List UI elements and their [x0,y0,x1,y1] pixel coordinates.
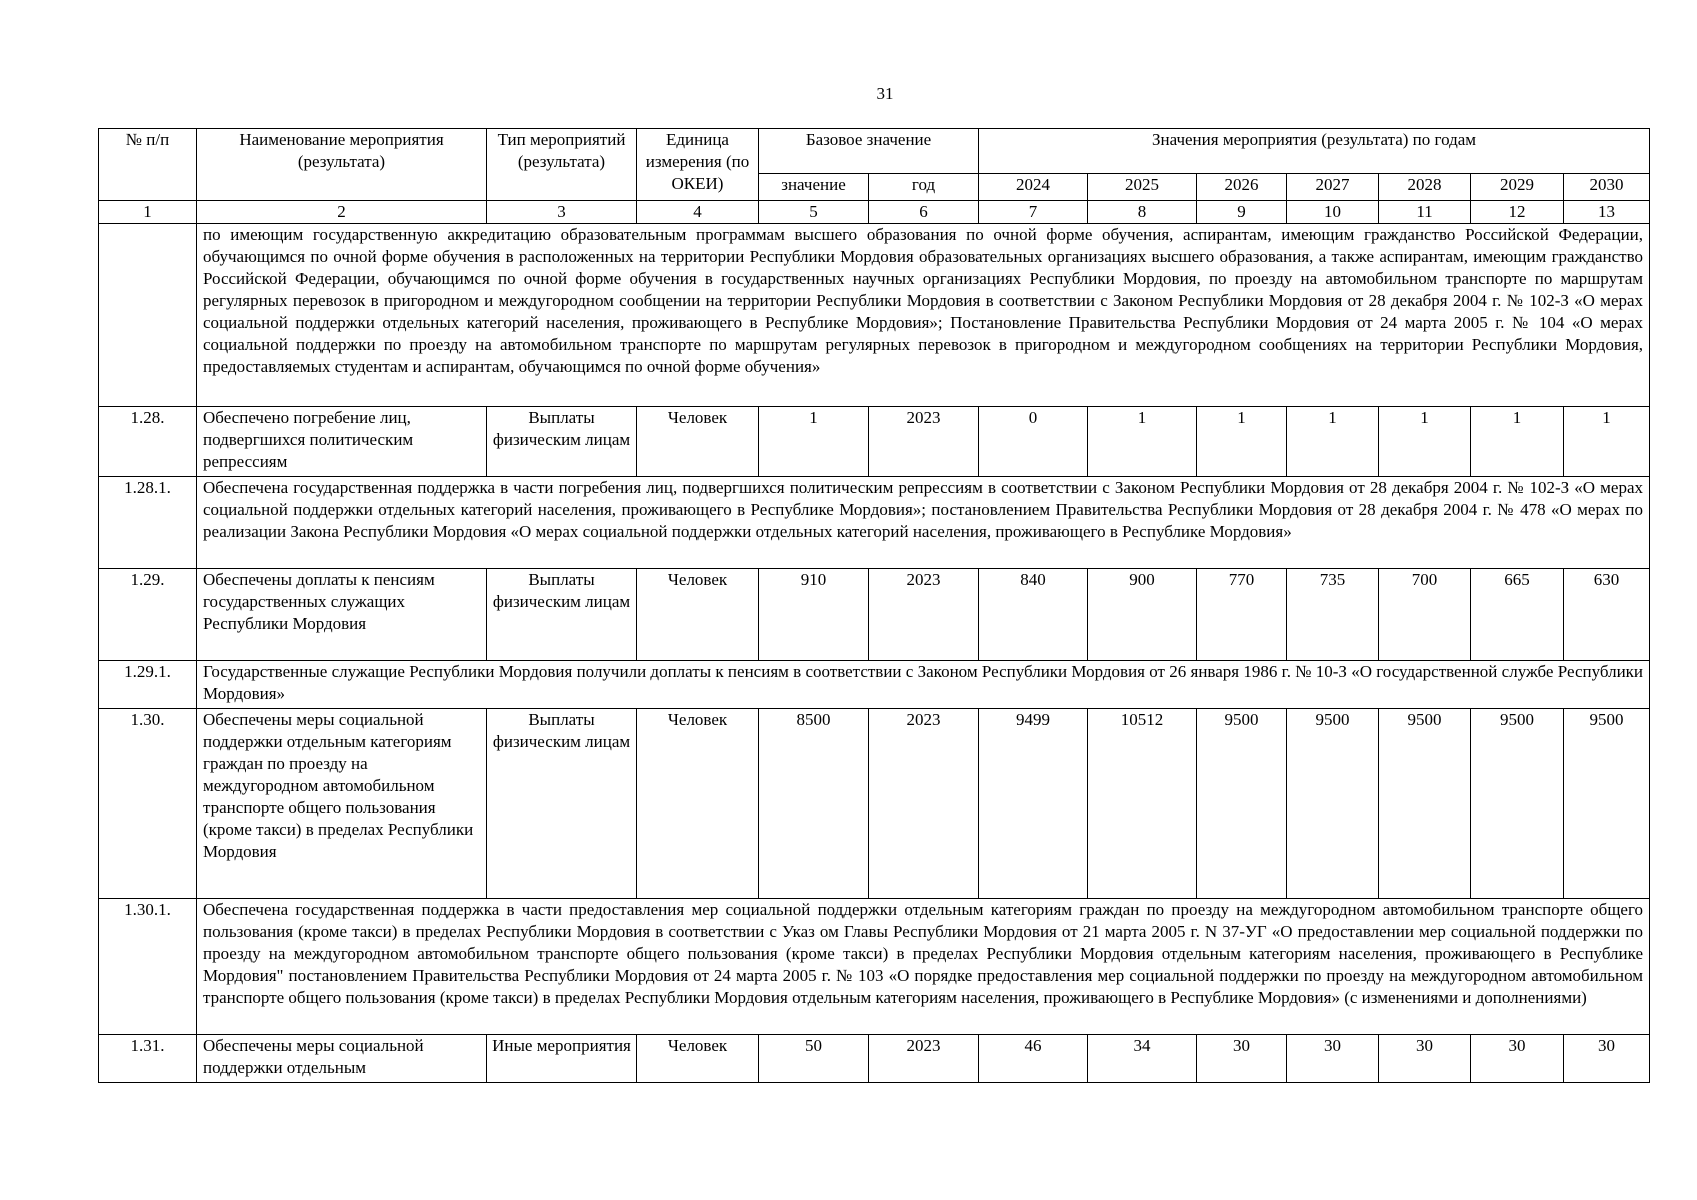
column-index: 8 [1088,201,1197,224]
value-2024: 840 [979,569,1088,661]
row-num: 1.30. [99,709,197,899]
header-year: 2024 [979,174,1088,201]
value-2027: 1 [1287,407,1379,477]
value-2026: 770 [1197,569,1287,661]
value-2024: 9499 [979,709,1088,899]
header-unit: Единица измерения (по ОКЕИ) [637,129,759,201]
value-2027: 9500 [1287,709,1379,899]
header-year: 2030 [1564,174,1650,201]
header-year: 2026 [1197,174,1287,201]
base-year: 2023 [869,1035,979,1083]
base-value: 910 [759,569,869,661]
measure-type: Выплаты физическим лицам [487,569,637,661]
header-base-year: год [869,174,979,201]
header-base-value: значение [759,174,869,201]
measure-type: Иные мероприятия [487,1035,637,1083]
table-row-1-28 [99,407,1650,477]
column-index: 3 [487,201,637,224]
value-2030: 30 [1564,1035,1650,1083]
measure-unit: Человек [637,407,759,477]
value-2029: 9500 [1471,709,1564,899]
row-num [99,224,197,407]
value-2030: 630 [1564,569,1650,661]
value-2025: 34 [1088,1035,1197,1083]
column-index: 13 [1564,201,1650,224]
measures-table [98,128,1650,1083]
value-2028: 30 [1379,1035,1471,1083]
header-base: Базовое значение [759,129,979,174]
row-num: 1.28. [99,407,197,477]
header-row [99,129,1650,174]
table-row-1-30 [99,709,1650,899]
legal-basis-text: по имеющим государственную аккредитацию образовательным программам высшего образования по очной форме обучения, аспирантам, имеющим гражданство Российской Федерации, обучающимся по очной форме обучения в расположенных на территории Республики Мордовия образовательных организациях высшего образования, а также аспирантам, имеющим гражданство Российской Федерации, обучающимся по очной форме обучения в государственных научных организациях Республики Мордовия, по проезду на автомобильном транспорте по маршрутам регулярных перевозок в пригородном и междугородном сообщении на территории Республики Мордовия в соответствии с Законом Республики Мордовия от 28 декабря 2004 г. № 102-З «О мерах социальной поддержки отдельных категорий населения, проживающего в Республике Мордовия»; Постановление Правительства Республики Мордовия от 24 марта 2005 г. № 104 «О мерах социальной поддержки по проезду на автомобильном транспорте по маршрутам регулярных перевозок в пригородном и междугородном сообщениях на территории Республики Мордовия, предоставляемых студентам и аспирантам, обучающимся по очной форме обучения» [197,224,1650,407]
header-year: 2027 [1287,174,1379,201]
value-2024: 0 [979,407,1088,477]
value-2026: 9500 [1197,709,1287,899]
header-year: 2029 [1471,174,1564,201]
value-2027: 735 [1287,569,1379,661]
column-index: 12 [1471,201,1564,224]
value-2029: 30 [1471,1035,1564,1083]
value-2025: 10512 [1088,709,1197,899]
row-num: 1.31. [99,1035,197,1083]
value-2030: 1 [1564,407,1650,477]
base-year: 2023 [869,709,979,899]
column-index: 9 [1197,201,1287,224]
header-year: 2028 [1379,174,1471,201]
header-type: Тип мероприятий (результата) [487,129,637,201]
row-num: 1.30.1. [99,899,197,1035]
header-num: № п/п [99,129,197,201]
header-year: 2025 [1088,174,1197,201]
base-year: 2023 [869,407,979,477]
base-year: 2023 [869,569,979,661]
legal-basis-text: Обеспечена государственная поддержка в части погребения лиц, подвергшихся политическим репрессиям в соответствии с Законом Республики Мордовия от 28 декабря 2004 г. № 102-З «О мерах социальной поддержки отдельных категорий населения, проживающего в Республике Мордовия»; постановлением Правительства Республики Мордовия от 28 декабря 2004 г. № 478 «О мерах по реализации Закона Республики Мордовия «О мерах социальной поддержки отдельных категорий населения, проживающего в Республике Мордовия» [197,477,1650,569]
value-2024: 46 [979,1035,1088,1083]
column-index: 7 [979,201,1088,224]
legal-basis-text: Обеспечена государственная поддержка в части предоставления мер социальной поддержки отдельным категориям граждан по проезду на междугородном автомобильном транспорте общего пользования (кроме такси) в пределах Республики Мордовия в соответствии с Указ ом Главы Республики Мордовия от 21 марта 2005 г. N 37-УГ «О предоставлении мер социальной поддержки по проезду на междугородном автомобильном транспорте общего пользования (кроме такси) в пределах Республики Мордовия отдельным категориям населения, проживающего в Республике Мордовия" постановлением Правительства Республики Мордовия от 24 марта 2005 г. № 103 «О порядке предоставления мер социальной поддержки по проезду на междугородном автомобильном транспорте общего пользования (кроме такси) в пределах Республики Мордовия отдельным категориям населения, проживающего в Республике Мордовия» (с изменениями и дополнениями) [197,899,1650,1035]
column-index: 11 [1379,201,1471,224]
table-row-1-29 [99,569,1650,661]
value-2026: 1 [1197,407,1287,477]
table-row-1-31 [99,1035,1650,1083]
base-value: 8500 [759,709,869,899]
value-2028: 700 [1379,569,1471,661]
measure-unit: Человек [637,709,759,899]
page-number: 31 [876,84,894,103]
value-2029: 1 [1471,407,1564,477]
row-num: 1.28.1. [99,477,197,569]
table-row-1-30-1 [99,899,1650,1035]
base-value: 50 [759,1035,869,1083]
value-2025: 1 [1088,407,1197,477]
measure-type: Выплаты физическим лицам [487,407,637,477]
measure-name: Обеспечены меры социальной поддержки отдельным категориям граждан по проезду на междугородном автомобильном транспорте общего пользования (кроме такси) в пределах Республики Мордовия [197,709,487,899]
measure-type: Выплаты физическим лицам [487,709,637,899]
header-name: Наименование мероприятия (результата) [197,129,487,201]
measure-unit: Человек [637,1035,759,1083]
value-2026: 30 [1197,1035,1287,1083]
value-2028: 1 [1379,407,1471,477]
measure-name: Обеспечены меры социальной поддержки отдельным [197,1035,487,1083]
value-2030: 9500 [1564,709,1650,899]
row-num: 1.29. [99,569,197,661]
column-index: 4 [637,201,759,224]
value-2028: 9500 [1379,709,1471,899]
column-index: 1 [99,201,197,224]
value-2025: 900 [1088,569,1197,661]
row-num: 1.29.1. [99,661,197,709]
column-index: 6 [869,201,979,224]
column-index-row [99,201,1650,224]
column-index: 10 [1287,201,1379,224]
value-2029: 665 [1471,569,1564,661]
value-2027: 30 [1287,1035,1379,1083]
legal-basis-text: Государственные служащие Республики Мордовия получили доплаты к пенсиям в соответствии с Законом Республики Мордовия от 26 января 1986 г. № 10-З «О государственной службе Республики Мордовия» [197,661,1650,709]
table-row-1-29-1 [99,661,1650,709]
column-index: 5 [759,201,869,224]
measure-name: Обеспечены доплаты к пенсиям государственных служащих Республики Мордовия [197,569,487,661]
table-row-1-28-1 [99,477,1650,569]
header-years-group: Значения мероприятия (результата) по годам [979,129,1650,174]
column-index: 2 [197,201,487,224]
table-row-continuation [99,224,1650,407]
measure-unit: Человек [637,569,759,661]
base-value: 1 [759,407,869,477]
measure-name: Обеспечено погребение лиц, подвергшихся политическим репрессиям [197,407,487,477]
